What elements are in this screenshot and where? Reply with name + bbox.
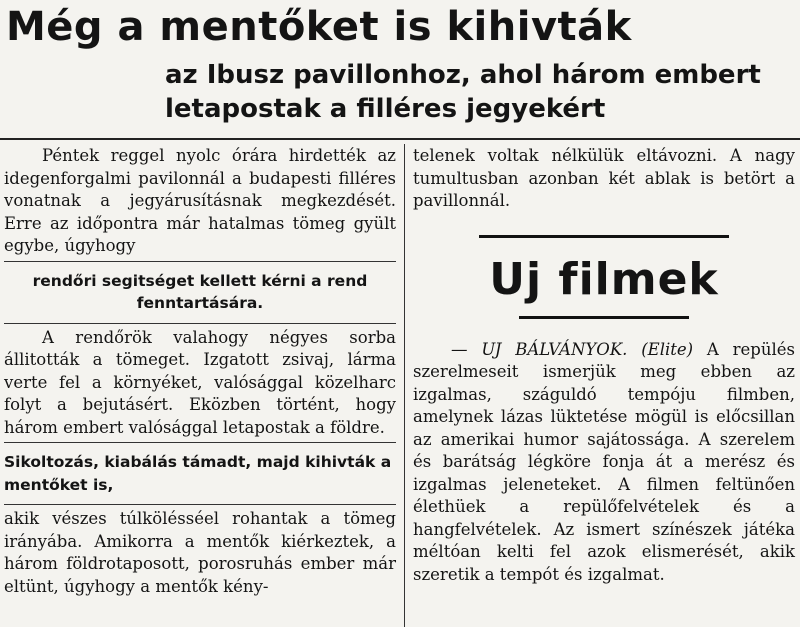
film-title: — UJ BÁLVÁNYOK. (Elite) bbox=[451, 339, 694, 359]
divider bbox=[4, 261, 396, 262]
subheadline-line-2: letapostak a filléres jegyekért bbox=[165, 94, 606, 124]
paragraph-crowd: A rendőrök valahogy négyes sorba állitották a tömeget. Izgatott zsivaj, lárma verte fel a környéket, valósággal közelharc folyt a bejutásért. Eközben történt, hogy három embert valósággal letapostak a földre. bbox=[4, 327, 396, 437]
subheadline bbox=[165, 58, 761, 126]
headline: Még a mentőket is kihivták bbox=[6, 4, 632, 50]
paragraph-opening: Péntek reggel nyolc órára hirdették az idegenforgalmi pavilonnál a budapesti filléres vonatnak a jegyárusításnak megkezdését. Erre az időpontra már hatalmas tömeg gyült egybe, úgyhogy bbox=[4, 146, 396, 255]
column-divider bbox=[404, 144, 405, 627]
right-column bbox=[413, 145, 795, 586]
subheading-police: rendőri segitséget kellett kérni a rend fenntartására. bbox=[32, 271, 368, 312]
subheading-ambulance: Sikoltozás, kiabálás támadt, majd kihivták a mentőket is, bbox=[4, 453, 392, 494]
section-rule-bottom bbox=[519, 316, 689, 319]
left-column bbox=[4, 145, 396, 598]
section-rule-top bbox=[479, 235, 729, 238]
divider bbox=[4, 442, 396, 443]
paragraph-continuation: telenek voltak nélkülük eltávozni. A nagy tumultusban azonban két ablak is betört a pavillonnál. bbox=[413, 146, 795, 210]
divider bbox=[4, 504, 396, 505]
paragraph-ambulance: akik vészes túlkölésséel rohantak a tömeg irányába. Amikorra a mentők kiérkeztek, a három földrotaposott, porosruhás ember már eltünt, úgyhogy a mentők kény- bbox=[4, 509, 396, 596]
film-review-text: A repülés szerelmeseit ismerjük meg ebben az izgalmas, száguldó tempóju filmben, amelynek lázas lüktetése mögül is előcsillan az amerikai humor sajátossága. A szerelem és barátság légköre fonja át a merész és izgalmas jeleneteket. A filmen feltünően élethüek a repülőfelvételek és a hangfelvételek. Az ismert színészek játéka méltóan kelti fel azok elismerését, akik szeretik a tempót és izgalmat. bbox=[413, 339, 795, 584]
subheadline-line-1: az Ibusz pavillonhoz, ahol három embert bbox=[165, 60, 761, 90]
film-review bbox=[413, 339, 795, 587]
section-title-films: Uj filmek bbox=[489, 253, 719, 305]
divider bbox=[4, 323, 396, 324]
headline-rule bbox=[0, 138, 800, 140]
